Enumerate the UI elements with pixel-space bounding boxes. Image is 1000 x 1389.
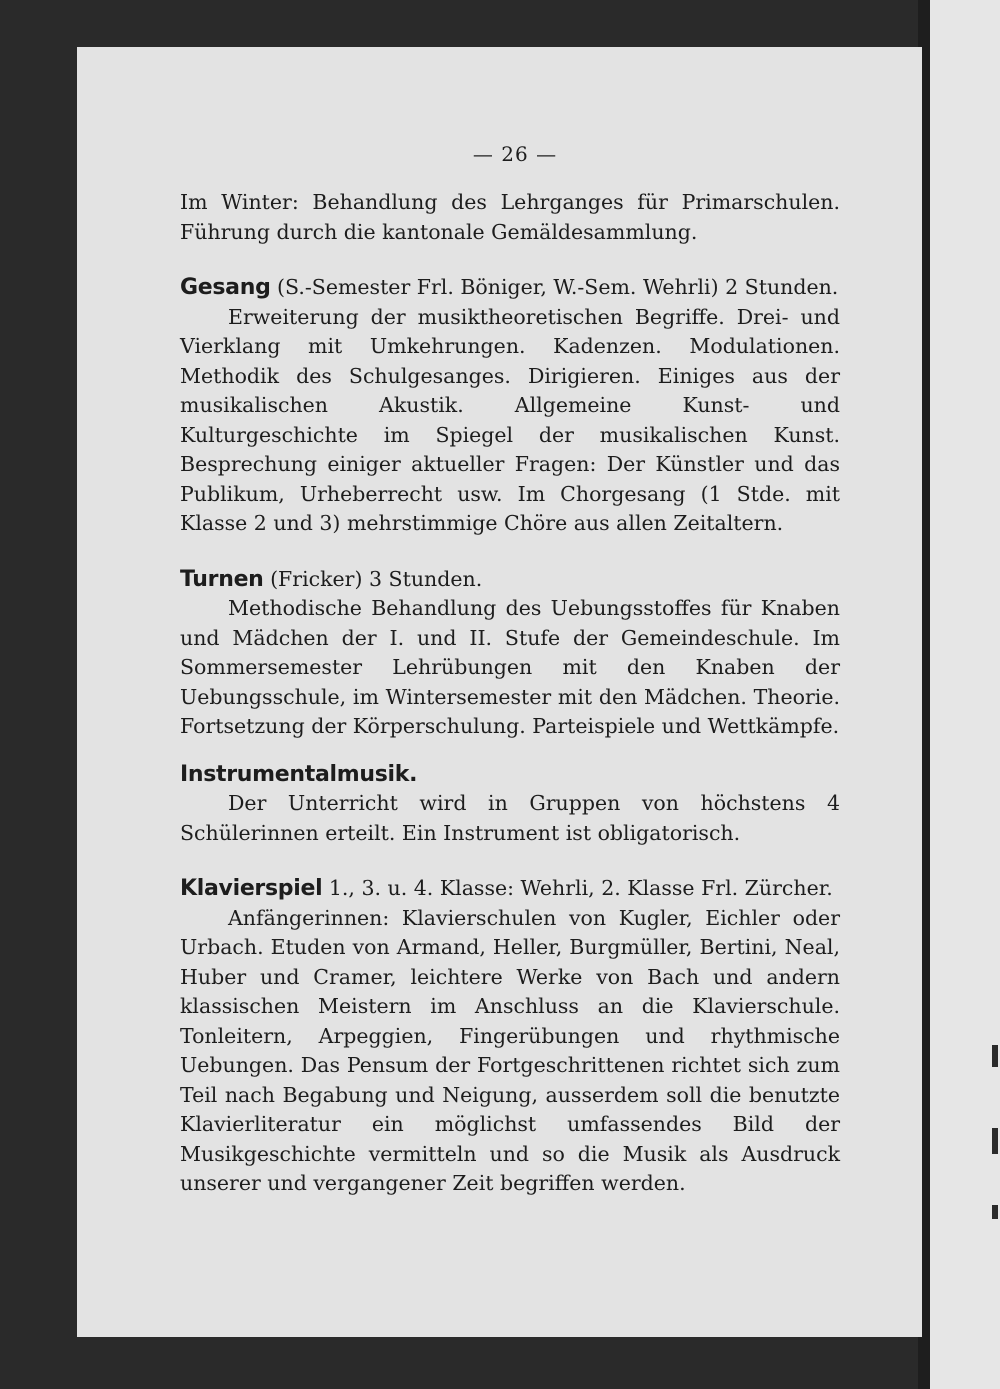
section-heading: Instrumentalmusik. <box>180 761 418 787</box>
section-instrumentalmusik <box>180 760 840 849</box>
section-heading-line <box>180 760 840 790</box>
section-subtitle: (S.-Semester Frl. Böniger, W.-Sem. Wehrli) 2 Stunden. <box>270 275 839 299</box>
intro-paragraph: Im Winter: Behandlung des Lehrganges für Primarschulen. Führung durch die kantonale Gemäldesammlung. <box>180 190 840 244</box>
next-page-mark <box>992 1205 998 1219</box>
next-page-mark <box>992 1045 998 1067</box>
section-gesang <box>180 273 840 539</box>
section-heading-line <box>180 874 840 904</box>
next-page-edge <box>930 0 1000 1389</box>
section-body: Der Unterricht wird in Gruppen von höchstens 4 Schülerinnen erteilt. Ein Instrument ist obligatorisch. <box>180 791 840 845</box>
section-turnen <box>180 565 840 742</box>
section-subtitle: 1., 3. u. 4. Klasse: Wehrli, 2. Klasse Frl. Zürcher. <box>322 876 833 900</box>
section-heading-line <box>180 565 840 595</box>
section-body: Methodische Behandlung des Uebungsstoffes für Knaben und Mädchen der I. und II. Stufe der Gemeindeschule. Im Sommersemester Lehrübungen mit den Knaben der Uebungsschule, im Wintersemester mit den Mädchen. Theorie. Fortsetzung der Körperschulung. Parteispiele und Wettkämpfe. <box>180 596 840 738</box>
book-page <box>77 47 922 1337</box>
page-content <box>180 142 840 1199</box>
page-number: — 26 — <box>472 142 558 166</box>
next-page-mark <box>992 1128 998 1154</box>
section-heading: Gesang <box>180 275 271 300</box>
section-body: Anfängerinnen: Klavierschulen von Kugler, Eichler oder Urbach. Etuden von Armand, Heller, Burgmüller, Bertini, Neal, Huber und Cramer, leichtere Werke von Bach und andern klassischen Meistern im Anschluss an die Klavierschule. Tonleitern, Arpeggien, Fingerübungen und rhythmische Uebungen. Das Pensum der Fortgeschrittenen richtet sich zum Teil nach Begabung und Neigung, ausserdem soll die benutzte Klavierliteratur ein möglichst umfassendes Bild der Musikgeschichte vermitteln und so die Musik als Ausdruck unserer und vergangener Zeit begriffen werden. <box>180 905 840 1195</box>
section-klavierspiel <box>180 874 840 1199</box>
section-body: Erweiterung der musiktheoretischen Begriffe. Drei- und Vierklang mit Umkehrungen. Kadenzen. Modulationen. Methodik des Schulgesanges. Dirigieren. Einiges aus der musikalischen Akustik. Allgemeine Kunst- und Kulturgeschichte im Spiegel der musikalischen Kunst. Besprechung einiger aktueller Fragen: Der Künstler und das Publikum, Urheberrecht usw. Im Chorgesang (1 Stde. mit Klasse 2 und 3) mehrstimmige Chöre aus allen Zeitaltern. <box>180 304 840 535</box>
section-heading: Klavierspiel <box>180 876 323 901</box>
section-heading-line <box>180 273 840 303</box>
section-heading: Turnen <box>180 566 264 592</box>
section-subtitle: (Fricker) 3 Stunden. <box>263 566 483 591</box>
